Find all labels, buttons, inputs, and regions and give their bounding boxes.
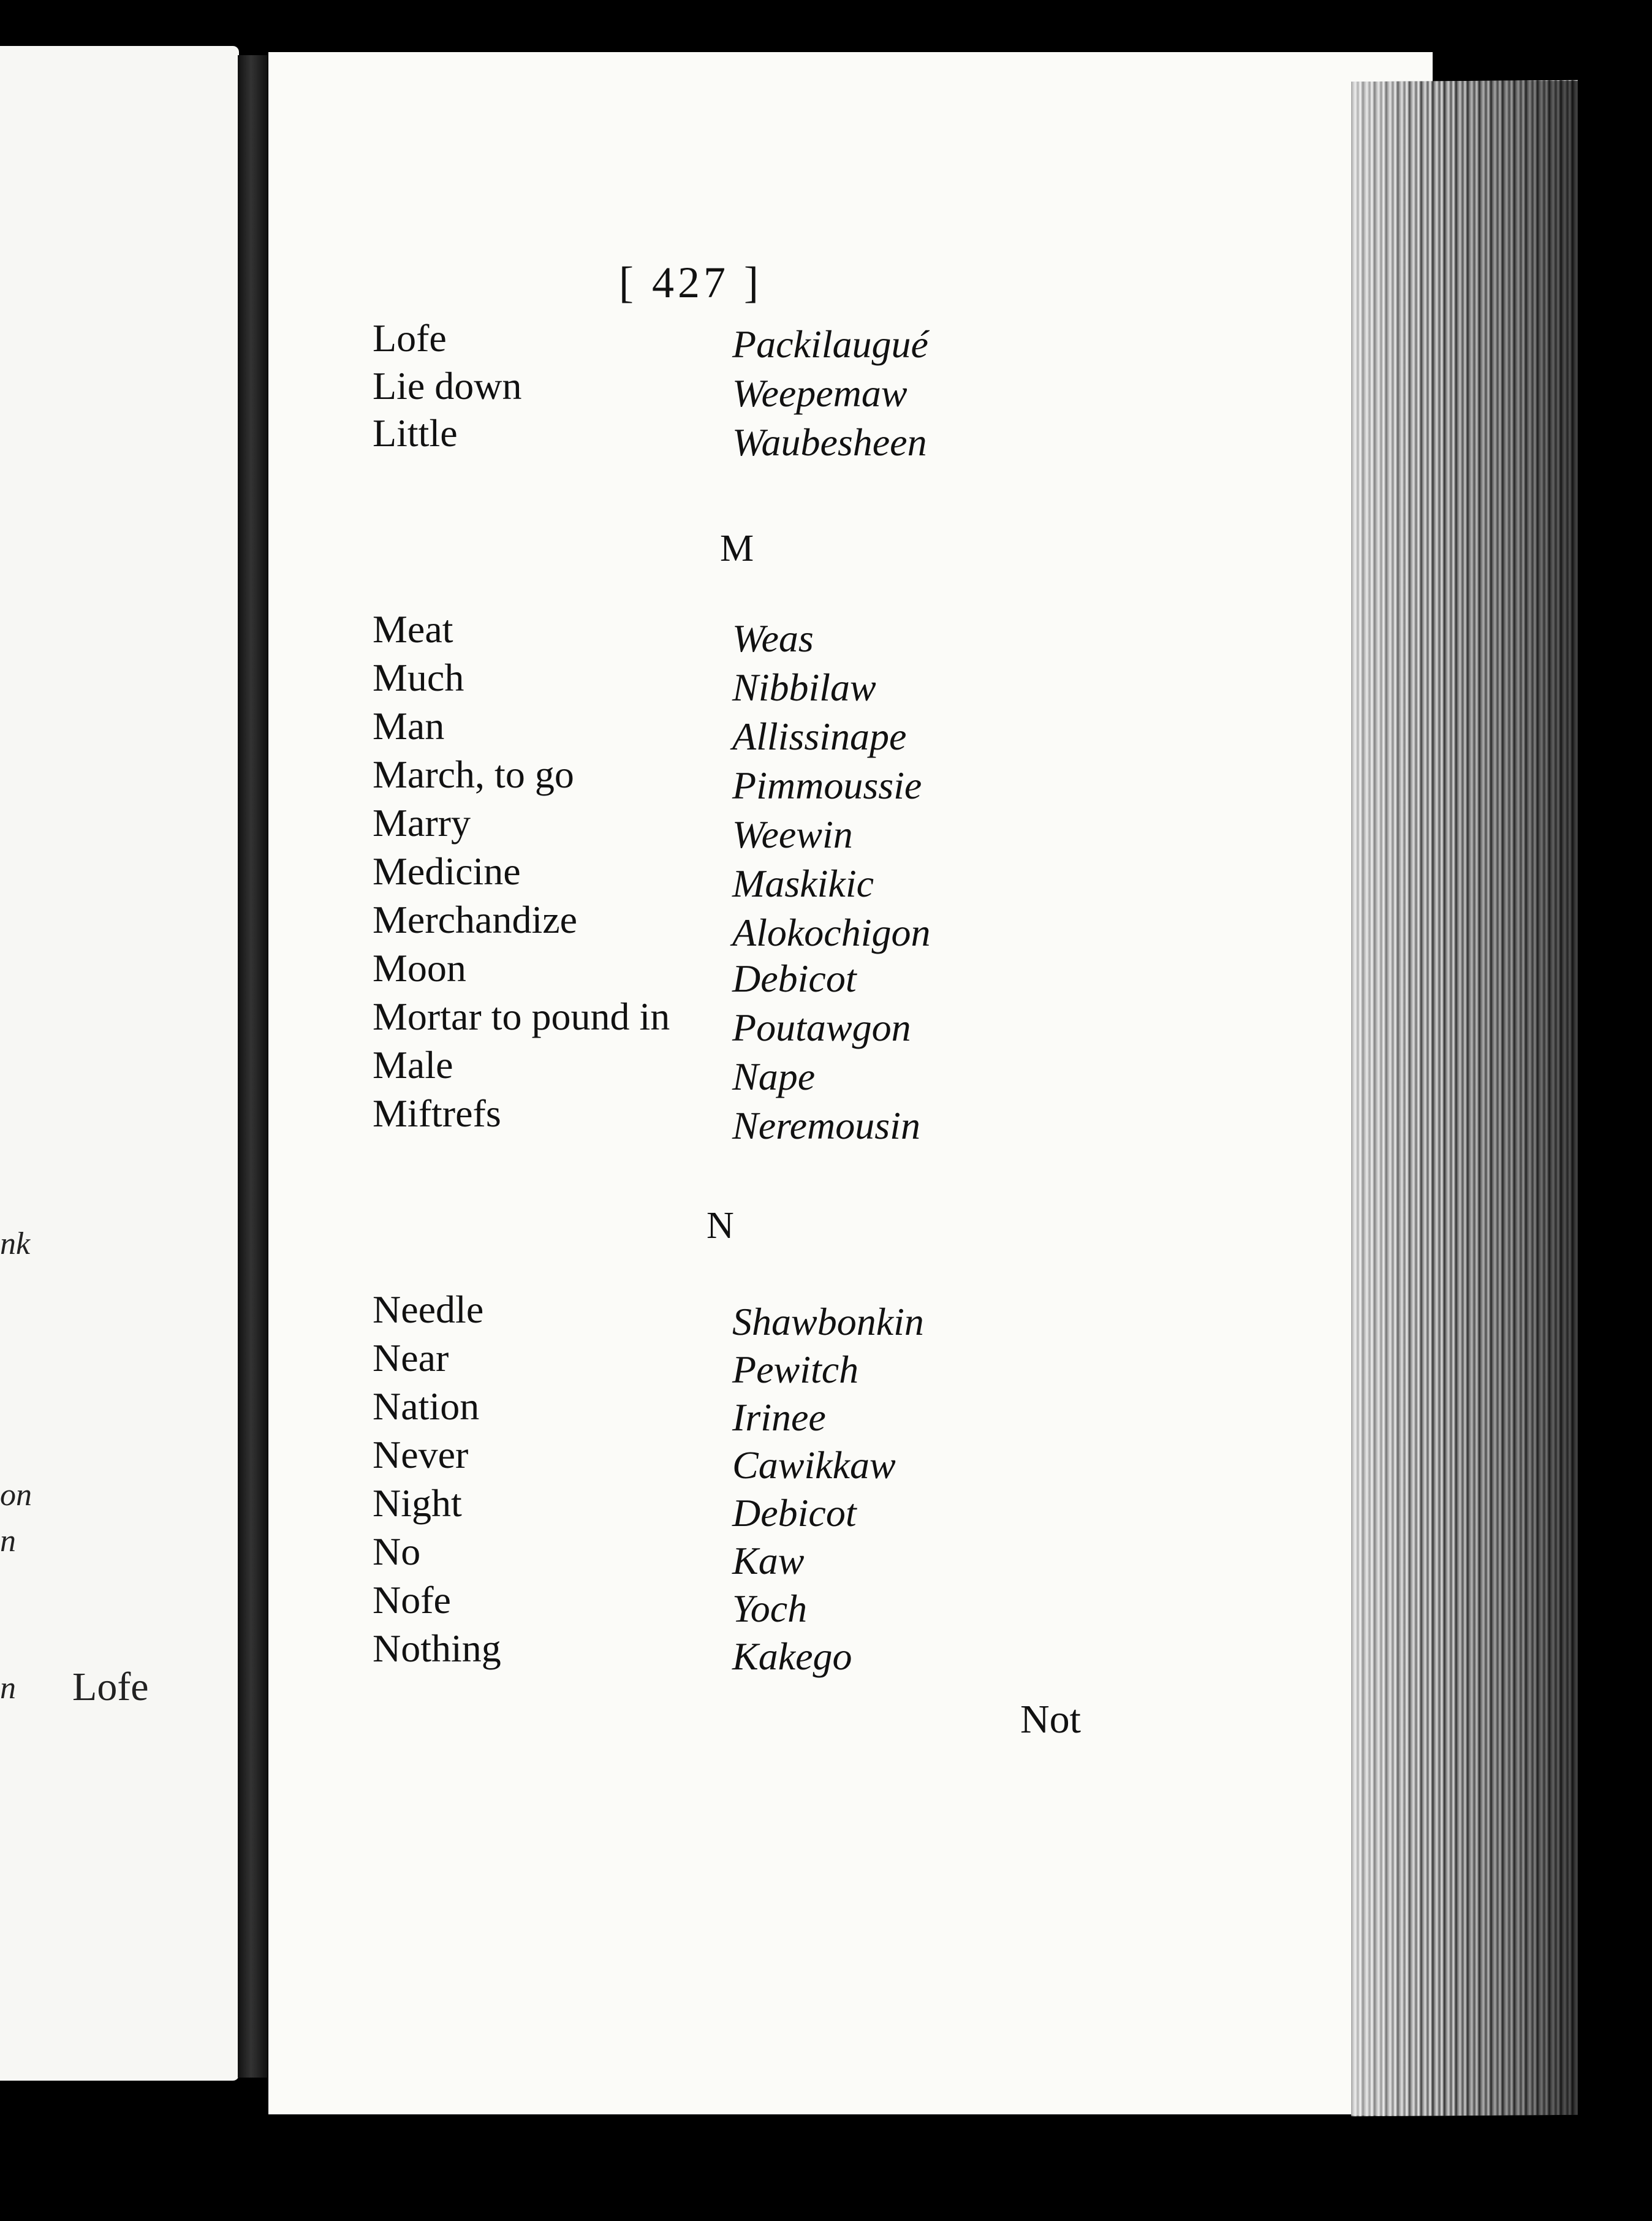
entry-term: Nothing	[373, 1627, 501, 1670]
entry-translation: Pewitch	[732, 1348, 859, 1391]
entry-translation: Pimmoussie	[732, 764, 922, 807]
entry-translation: Cawikkaw	[732, 1443, 896, 1487]
entry-term: Needle	[373, 1288, 484, 1331]
entry-translation: Neremousin	[732, 1104, 920, 1147]
page-number: [ 427 ]	[619, 258, 762, 307]
entry-translation: Kaw	[732, 1539, 805, 1582]
left-page-catchword: Lofe	[72, 1665, 149, 1709]
entry-term: No	[373, 1530, 421, 1573]
entry-translation: Debicot	[732, 957, 857, 1000]
entry-term: Moon	[373, 946, 466, 990]
entry-translation: Yoch	[732, 1587, 808, 1630]
entry-term: Mortar to pound in	[373, 995, 670, 1038]
entry-translation: Weewin	[732, 813, 853, 856]
entry-term: Little	[373, 411, 458, 455]
entry-term: Meat	[373, 607, 453, 651]
entry-translation: Waubesheen	[732, 420, 927, 464]
entry-term: Medicine	[373, 849, 521, 893]
entry-translation: Irinee	[732, 1395, 826, 1439]
entry-term: Man	[373, 704, 445, 748]
left-page-fragment: on	[0, 1478, 32, 1513]
entry-term: Much	[373, 656, 464, 699]
entry-translation: Alokochigon	[732, 911, 931, 954]
book-gutter	[238, 55, 267, 2078]
entry-translation: Poutawgon	[732, 1006, 911, 1049]
entry-term: Nation	[373, 1384, 480, 1428]
entry-term: Near	[373, 1336, 449, 1380]
entry-translation: Weas	[732, 617, 814, 660]
entry-term: Lofe	[373, 316, 447, 360]
section-heading: N	[707, 1205, 734, 1247]
catchword: Not	[1020, 1697, 1081, 1742]
entry-term: Lie down	[373, 364, 522, 408]
entry-term: Male	[373, 1043, 453, 1087]
entry-translation: Packilaugué	[732, 322, 928, 366]
entry-translation: Nibbilaw	[732, 666, 876, 709]
page-edges-shade	[1351, 81, 1578, 2116]
entry-translation: Allissinape	[732, 715, 907, 758]
entry-term: Miftrefs	[373, 1092, 501, 1135]
entry-term: Nofe	[373, 1578, 451, 1622]
entry-term: March, to go	[373, 753, 574, 796]
entry-translation: Debicot	[732, 1491, 857, 1535]
left-page-fragment: n	[0, 1671, 16, 1706]
entry-translation: Shawbonkin	[732, 1300, 924, 1343]
entry-translation: Weepemaw	[732, 371, 907, 415]
left-page	[0, 46, 239, 2081]
entry-translation: Maskikic	[732, 862, 874, 905]
entry-term: Never	[373, 1433, 469, 1476]
left-page-fragment: n	[0, 1524, 16, 1558]
entry-term: Marry	[373, 801, 471, 845]
left-page-fragment: nk	[0, 1226, 31, 1261]
entry-translation: Nape	[732, 1055, 816, 1098]
entry-term: Merchandize	[373, 898, 578, 941]
section-heading: M	[720, 528, 754, 569]
entry-term: Night	[373, 1481, 462, 1525]
entry-translation: Kakego	[732, 1634, 852, 1678]
